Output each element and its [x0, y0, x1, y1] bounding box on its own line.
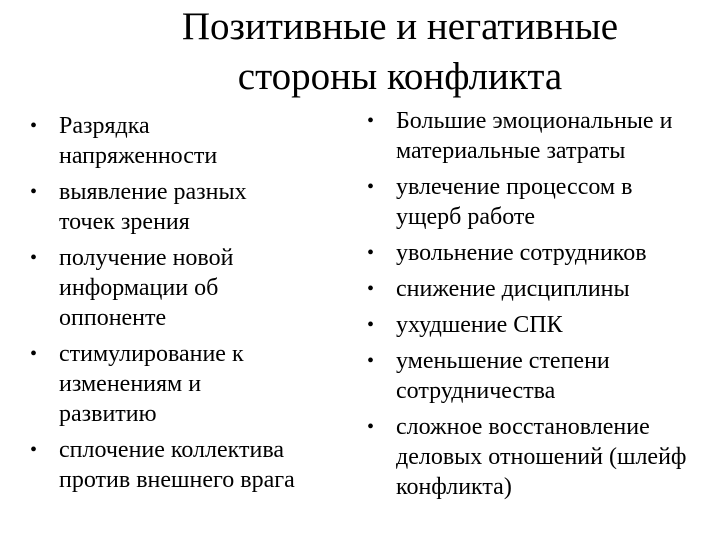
title-line-1: Позитивные и негативные [181, 5, 619, 48]
list-item-text: получение новой информации об оппоненте [59, 245, 234, 331]
list-item-text: снижение дисциплины [396, 276, 630, 302]
negative-sides-list [365, 106, 715, 508]
list-item-text: увольнение сотрудников [396, 240, 647, 266]
list-item-text: стимулирование к изменениям и развитию [59, 341, 244, 427]
bullet-icon: • [367, 110, 375, 132]
list-item [365, 412, 715, 502]
list-item-text: сложное восстановление деловых отношений (шлейф конфликта) [396, 414, 687, 500]
list-item [28, 435, 348, 495]
list-item [365, 238, 715, 268]
list-item-text: увлечение процессом в ущерб работе [396, 174, 633, 230]
list-item-text: сплочение коллектива против внешнего врага [59, 437, 295, 493]
bullet-icon: • [30, 343, 38, 365]
bullet-icon: • [367, 314, 375, 336]
list-item-text: ухудшение СПК [396, 312, 563, 338]
list-item [365, 172, 715, 232]
positive-sides-list [28, 111, 348, 501]
bullet-icon: • [30, 247, 38, 269]
slide-title [150, 2, 650, 102]
list-item [28, 339, 348, 429]
list-item [365, 310, 715, 340]
list-item [365, 106, 715, 166]
bullet-icon: • [367, 278, 375, 300]
list-item [28, 243, 348, 333]
list-item-text: Большие эмоциональные и материальные затраты [396, 108, 673, 164]
bullet-icon: • [367, 416, 375, 438]
bullet-icon: • [30, 115, 38, 137]
list-item-text: Разрядка напряженности [59, 113, 218, 169]
bullet-icon: • [367, 242, 375, 264]
bullet-icon: • [30, 439, 38, 461]
bullet-icon: • [367, 176, 375, 198]
bullet-icon: • [367, 350, 375, 372]
list-item-text: выявление разных точек зрения [59, 179, 247, 235]
title-line-2: стороны конфликта [237, 55, 563, 98]
bullet-icon: • [30, 181, 38, 203]
list-item-text: уменьшение степени сотрудничества [396, 348, 610, 404]
list-item [28, 177, 348, 237]
list-item [365, 274, 715, 304]
list-item [365, 346, 715, 406]
list-item [28, 111, 348, 171]
